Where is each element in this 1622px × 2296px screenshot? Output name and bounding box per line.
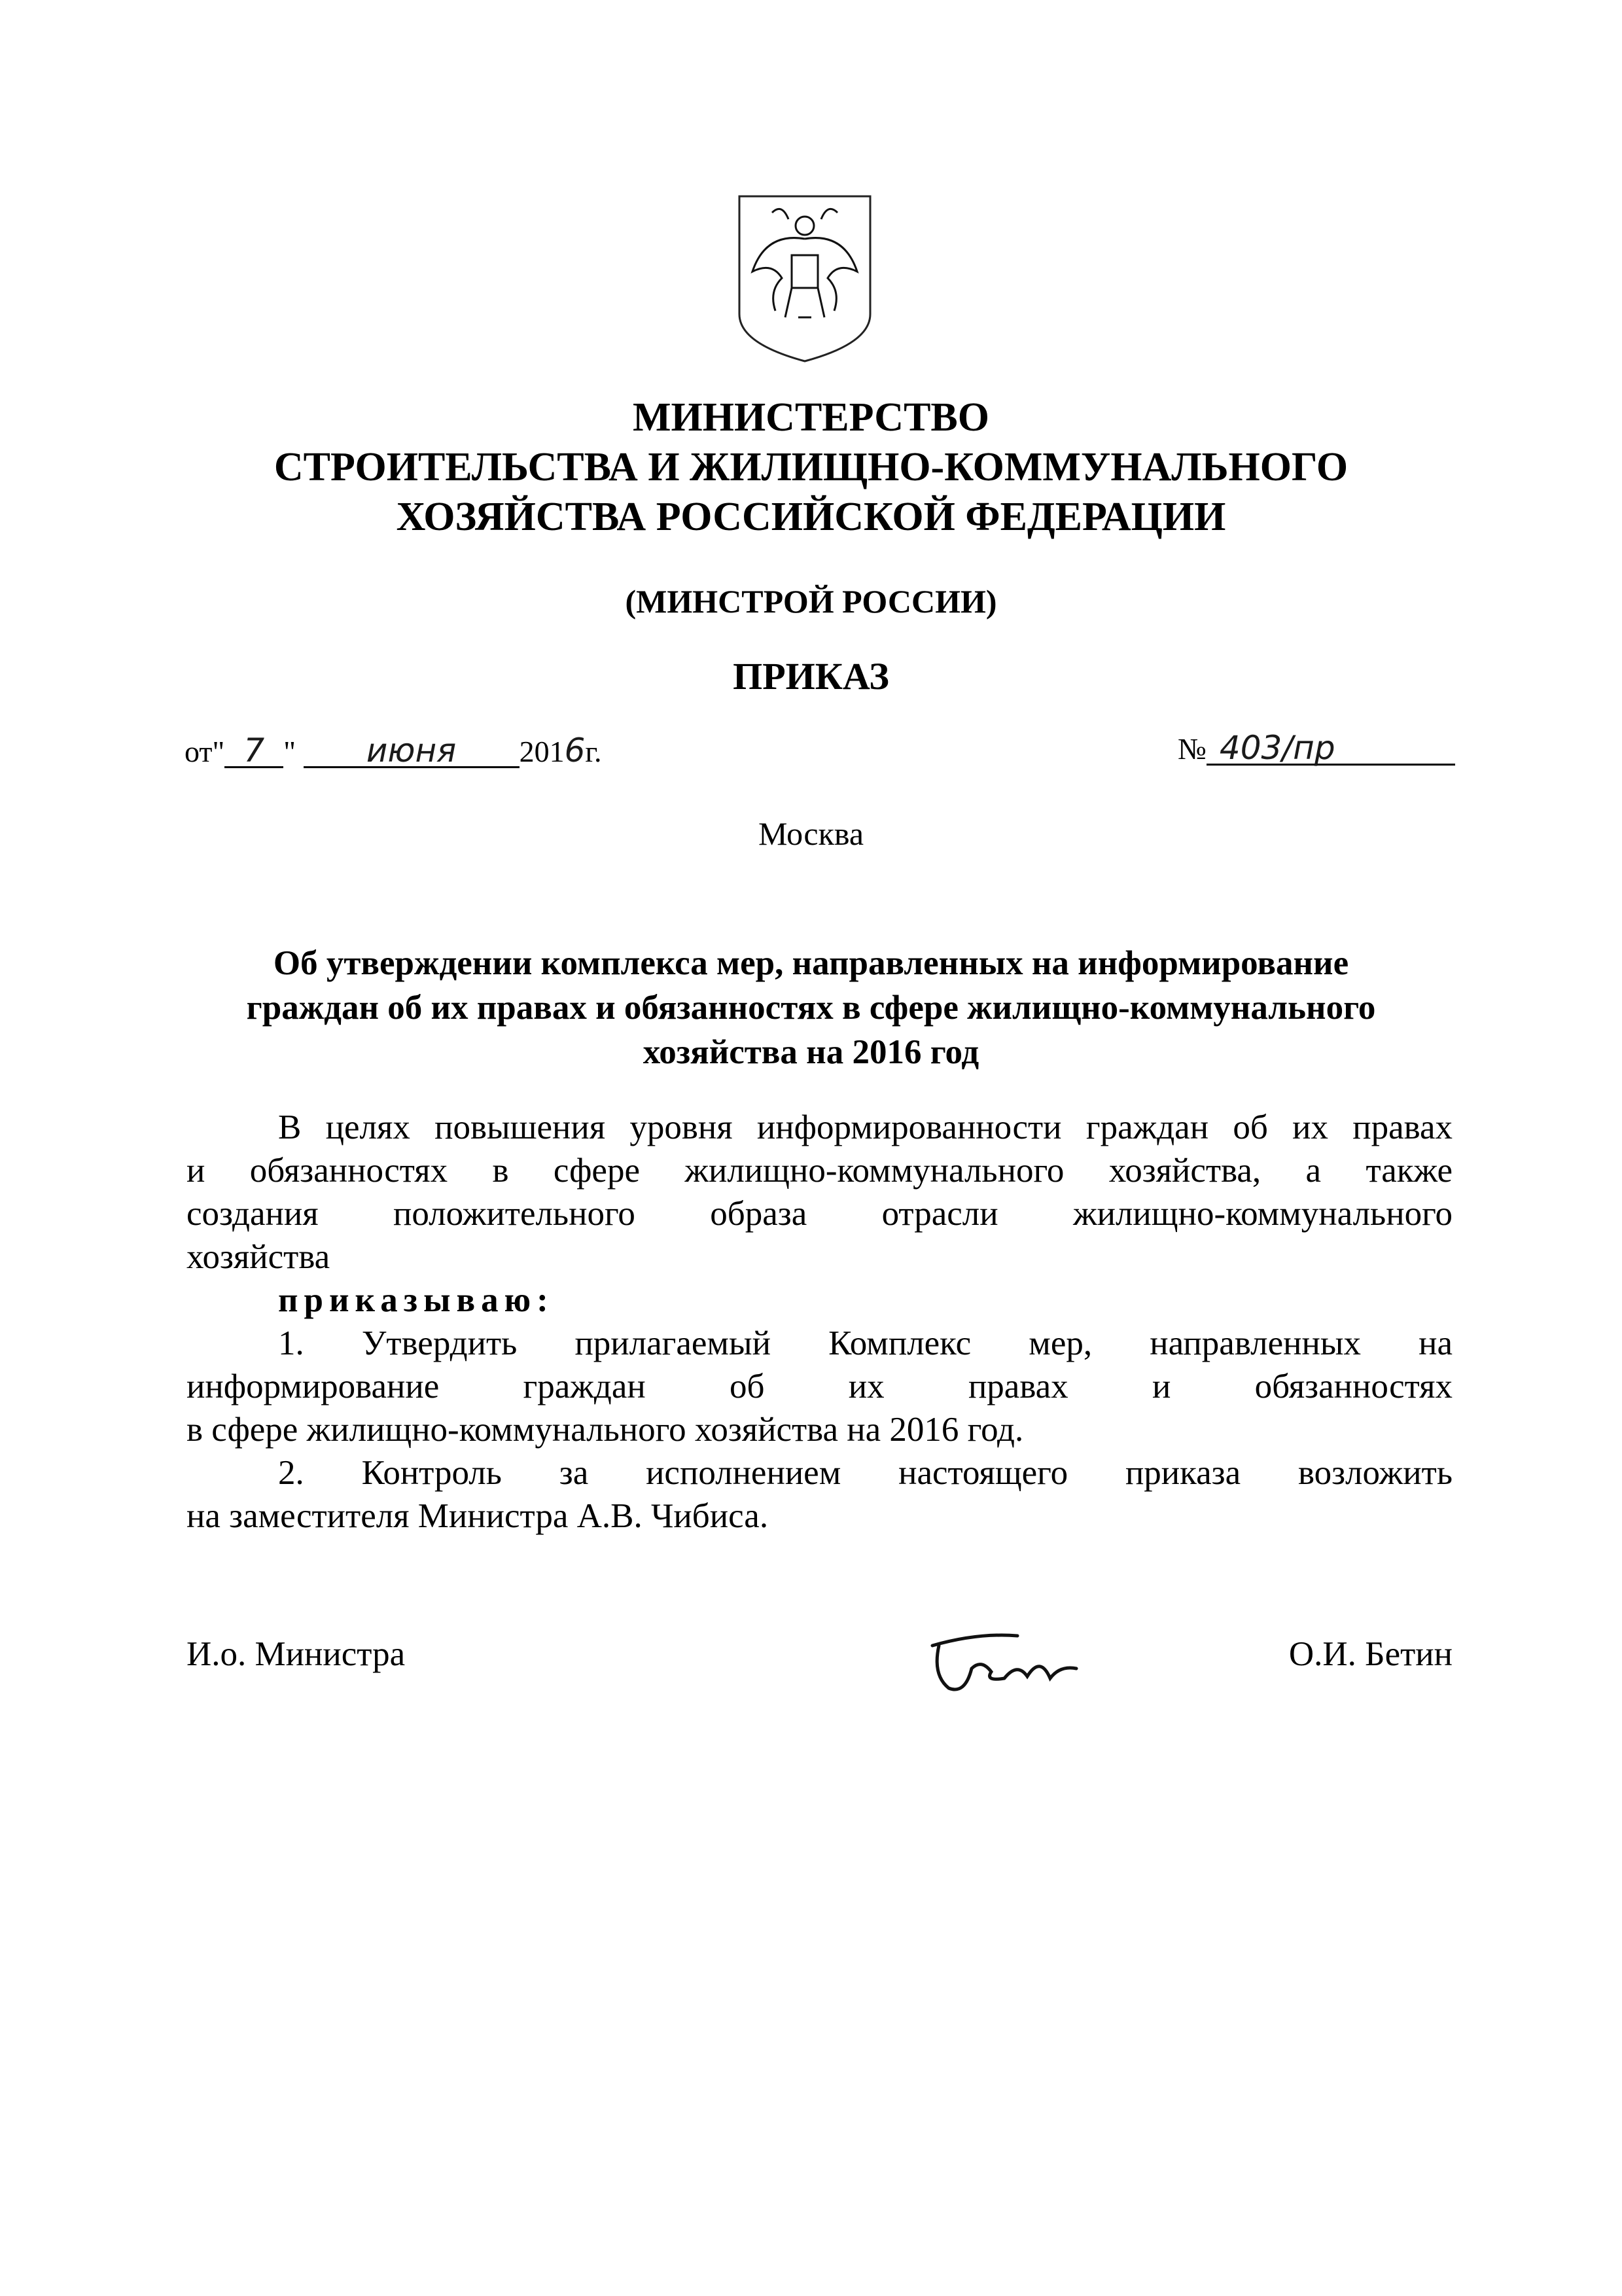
- signer-name: О.И. Бетин: [1288, 1635, 1453, 1673]
- date-month: июня: [304, 735, 520, 768]
- preamble-line-2: и обязанностях в сфере жилищно-коммунального хозяйства, а также: [186, 1152, 1453, 1190]
- coat-of-arms-icon: [726, 190, 883, 366]
- signer-title: И.о. Министра: [186, 1635, 406, 1673]
- item-1-line-1: 1. Утвердить прилагаемый Комплекс мер, направленных на: [278, 1324, 1453, 1362]
- item-2-line-2: на заместителя Министра А.В. Чибиса.: [186, 1497, 769, 1535]
- handwritten-signature-icon: [919, 1616, 1129, 1701]
- ministry-name-line-1: МИНИСТЕРСТВО: [632, 395, 989, 440]
- date-year-prefix: 201: [519, 735, 565, 768]
- title-line-3: хозяйства на 2016 год: [643, 1033, 979, 1071]
- preamble-line-4: хозяйства: [186, 1238, 330, 1276]
- date-year-suffix: г.: [585, 735, 602, 768]
- date-prefix: от: [185, 735, 213, 768]
- preamble-line-3: создания положительного образа отрасли жилищно-коммунального: [186, 1195, 1453, 1233]
- title-line-2: граждан об их правах и обязанностях в сфере жилищно-коммунального: [246, 989, 1376, 1027]
- document-number: [1178, 729, 1455, 767]
- date-year-digit: 6: [564, 732, 586, 769]
- preamble-line-1: В целях повышения уровня информированности граждан об их правах: [278, 1108, 1453, 1146]
- document-date: [185, 732, 602, 769]
- title-line-1: Об утверждении комплекса мер, направленных на информирование: [273, 944, 1349, 982]
- ministry-short-name: (МИНСТРОЙ РОССИИ): [625, 583, 997, 620]
- document-type: ПРИКАЗ: [733, 655, 889, 698]
- number-label: №: [1178, 732, 1207, 766]
- city: Москва: [758, 815, 864, 852]
- item-1-line-2: информирование граждан об их правах и обязанностях: [186, 1368, 1453, 1405]
- date-day: 7: [224, 735, 283, 768]
- number-value: 403/пр: [1207, 732, 1455, 766]
- preamble: [186, 1106, 1453, 1538]
- date-close-quote: ": [283, 735, 296, 768]
- item-1-line-3: в сфере жилищно-коммунального хозяйства на 2016 год.: [186, 1411, 1024, 1449]
- item-2-line-1: 2. Контроль за исполнением настоящего приказа возложить: [278, 1454, 1453, 1492]
- date-open-quote: ": [212, 735, 225, 768]
- ministry-name-line-2: СТРОИТЕЛЬСТВА И ЖИЛИЩНО-КОММУНАЛЬНОГО: [273, 445, 1349, 489]
- order-word: приказываю:: [278, 1281, 554, 1319]
- ministry-name-line-3: ХОЗЯЙСТВА РОССИЙСКОЙ ФЕДЕРАЦИИ: [396, 495, 1226, 539]
